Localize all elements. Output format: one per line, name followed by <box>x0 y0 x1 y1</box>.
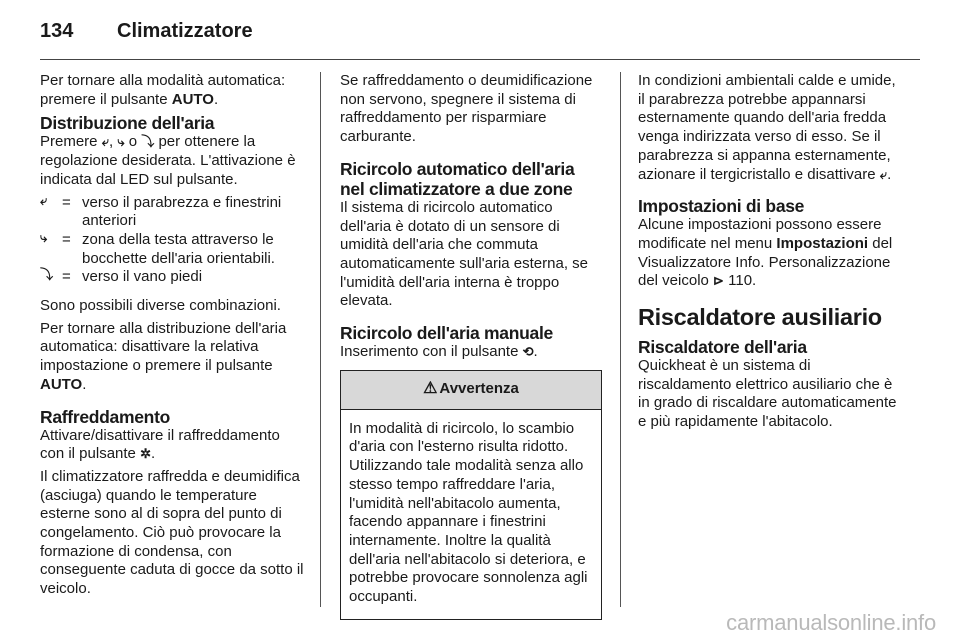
warning-body: In modalità di ricircolo, lo scambio d'aria con l'esterno risulta ridotto. Utilizzando tale modalità senza allo stesso tempo raffreddare l'aria, l'umidità nell'abitacolo aumenta, facendo appannare i finestrini internamente. Inoltre la qualità dell'aria nell'abitacolo si deteriora, e potrebbe provocare sonnolenza agli occupanti. <box>349 419 588 606</box>
menu-label: Impostazioni <box>776 234 869 252</box>
feet-airflow-icon: ⤵ <box>141 134 155 150</box>
ricircolo-automatico-paragraph: Il sistema di ricircolo automatico dell'aria è dotato di un sensore di umidità dell'aria che commuta automaticamente sull'aria esterna, se l'umidità dell'aria interna è troppo elevata. <box>340 198 588 310</box>
combinations-paragraph: Sono possibili diverse combinazioni. <box>40 297 281 315</box>
column-divider-2 <box>620 72 621 607</box>
head-airflow-icon: ⤷ <box>117 134 125 150</box>
impostazioni-paragraph: Alcune impostazioni possono essere modificate nel menu Impostazioni del Visualizzatore Info. Personalizzazione del veicolo ⊳ 110. <box>638 216 893 290</box>
auto-button-label: AUTO <box>40 375 83 393</box>
ricircolo-manuale-paragraph: Inserimento con il pulsante ⟲. <box>340 343 538 361</box>
watermark: carmanualsonline.info <box>726 610 936 635</box>
page-header <box>40 20 253 50</box>
column-1 <box>40 72 308 603</box>
auto-button-label: AUTO <box>171 90 214 108</box>
heading-ricircolo-manuale: Ricircolo dell'aria manuale <box>340 323 553 344</box>
page-number: 134 <box>40 20 74 42</box>
raffreddamento-paragraph: Attivare/disattivare il raffreddamento con il pulsante ✲. <box>40 426 280 463</box>
heading-impostazioni: Impostazioni di base <box>638 196 805 217</box>
page-reference[interactable]: 110. <box>728 272 757 290</box>
heading-riscaldatore-ausiliario: Riscaldatore ausiliario <box>638 304 882 331</box>
warning-title: Avvertenza <box>439 380 519 398</box>
definition-row: ⤷ = zona della testa attraverso le bocchette dell'aria orientabili. <box>40 229 275 267</box>
column-3 <box>638 72 906 436</box>
column-2 <box>340 72 602 620</box>
header-rule <box>40 59 920 60</box>
raffreddamento-body: Il climatizzatore raffredda e deumidifica (asciuga) quando le temperature esterne sono al di sopra del punto di congelamento. Ciò può provocare la formazione di condensa, con conseguente caduta di gocce da sotto il veicolo. <box>40 467 304 598</box>
chapter-title: Climatizzatore <box>117 20 253 42</box>
warning-box <box>340 370 602 620</box>
recirculation-icon: ⟲ <box>522 344 534 360</box>
heading-ricircolo-automatico: Ricircolo automatico dell'aria nel climatizzatore a due zone <box>340 158 575 199</box>
intro-paragraph: Per tornare alla modalità automatica: premere il pulsante AUTO. <box>40 72 286 108</box>
windscreen-airflow-icon: ⤶ <box>879 166 888 182</box>
return-auto-paragraph: Per tornare alla distribuzione dell'aria automatica: disattivare la relativa impostazione o premere il pulsante AUTO. <box>40 319 287 393</box>
airflow-definition-list <box>40 194 308 288</box>
warning-header <box>341 371 601 410</box>
page-reference-arrow-icon: ⊳ <box>713 273 724 289</box>
ac-snowflake-icon: ✲ <box>140 446 151 462</box>
windscreen-airflow-icon: ⤶ <box>40 192 48 208</box>
continuation-paragraph: In condizioni ambientali calde e umide, il parabrezza potrebbe appannarsi esternamente quando dell'aria fredda venga indirizzata verso di esso. Se il parabrezza si appanna esternamente, azionare il tergicristallo e disattivare ⤶. <box>638 72 896 183</box>
riscaldatore-paragraph: Quickheat è un sistema di riscaldamento elettrico ausiliario che è in grado di riscaldare automaticamente e più rapidamente l'abitacolo. <box>638 357 897 431</box>
heading-raffreddamento: Raffreddamento <box>40 406 170 427</box>
heading-riscaldatore-aria: Riscaldatore dell'aria <box>638 337 807 358</box>
column-divider-1 <box>320 72 321 607</box>
continuation-paragraph: Se raffreddamento o deumidificazione non servono, spegnere il sistema di raffreddamento per risparmiare carburante. <box>340 72 593 146</box>
heading-distribuzione: Distribuzione dell'aria <box>40 113 215 134</box>
head-airflow-icon: ⤷ <box>40 229 48 245</box>
feet-airflow-icon: ⤵ <box>40 267 54 283</box>
definition-row: ⤶ = verso il parabrezza e finestrini anteriori <box>40 192 282 230</box>
warning-triangle-icon: ⚠ <box>423 380 438 398</box>
definition-row: ⤵ = verso il vano piedi <box>40 267 203 286</box>
windscreen-airflow-icon: ⤶ <box>101 134 109 150</box>
distribuzione-paragraph: Premere ⤶, ⤷ o ⤵ per ottenere la regolazione desiderata. L'attivazione è indicata dal LED sul pulsante. <box>40 133 296 188</box>
